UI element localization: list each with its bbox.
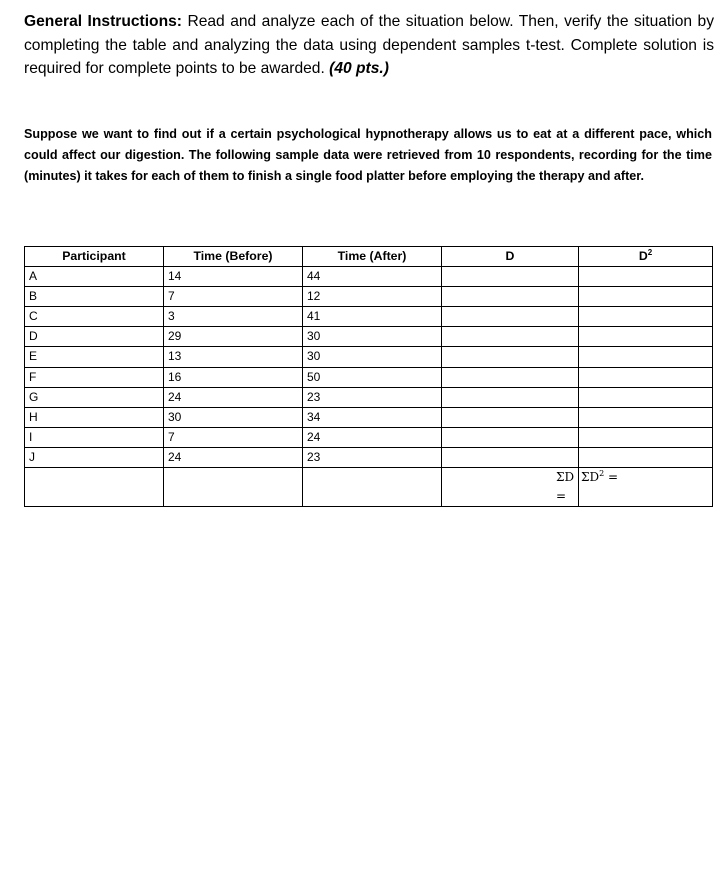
participant-cell: I bbox=[25, 427, 164, 447]
header-time-before: Time (Before) bbox=[164, 247, 303, 267]
sum-d-squared-cell[interactable] bbox=[579, 468, 713, 507]
time-before-cell: 7 bbox=[164, 287, 303, 307]
instructions-body: Read and analyze each of the situation below. Then, verify the situation by completing the table and analyzing the data using dependent samples t-test. Complete solution is required for complete points to be awarded. bbox=[24, 13, 714, 77]
summary-empty-2 bbox=[164, 468, 303, 507]
time-after-cell: 12 bbox=[303, 287, 442, 307]
time-before-cell: 14 bbox=[164, 267, 303, 287]
time-after-cell: 23 bbox=[303, 387, 442, 407]
d-squared-cell[interactable] bbox=[579, 367, 713, 387]
d-squared-cell[interactable] bbox=[579, 267, 713, 287]
sum-d-squared-label: $\Sigma D^2$ = bbox=[581, 469, 619, 485]
table-row bbox=[25, 447, 713, 467]
time-before-cell: 29 bbox=[164, 327, 303, 347]
general-instructions bbox=[24, 10, 714, 81]
time-before-cell: 16 bbox=[164, 367, 303, 387]
participant-cell: D bbox=[25, 327, 164, 347]
sum-d-cell[interactable] bbox=[442, 468, 579, 507]
d-cell[interactable] bbox=[442, 347, 579, 367]
d-squared-cell[interactable] bbox=[579, 307, 713, 327]
time-before-cell: 24 bbox=[164, 387, 303, 407]
d-cell[interactable] bbox=[442, 267, 579, 287]
participant-cell: B bbox=[25, 287, 164, 307]
summary-empty-1 bbox=[25, 468, 164, 507]
participant-cell: A bbox=[25, 267, 164, 287]
participant-cell: J bbox=[25, 447, 164, 467]
participant-cell: F bbox=[25, 367, 164, 387]
d-cell[interactable] bbox=[442, 367, 579, 387]
d-squared-cell[interactable] bbox=[579, 447, 713, 467]
time-after-cell: 30 bbox=[303, 327, 442, 347]
d-squared-cell[interactable] bbox=[579, 427, 713, 447]
d-squared-cell[interactable] bbox=[579, 327, 713, 347]
time-after-cell: 34 bbox=[303, 407, 442, 427]
participant-cell: C bbox=[25, 307, 164, 327]
time-after-cell: 50 bbox=[303, 367, 442, 387]
participant-cell: G bbox=[25, 387, 164, 407]
time-after-cell: 24 bbox=[303, 427, 442, 447]
instructions-points: (40 pts.) bbox=[329, 60, 389, 77]
time-after-cell: 44 bbox=[303, 267, 442, 287]
table-row bbox=[25, 387, 713, 407]
summary-row bbox=[25, 468, 713, 507]
table-row bbox=[25, 427, 713, 447]
time-after-cell: 30 bbox=[303, 347, 442, 367]
time-after-cell: 23 bbox=[303, 447, 442, 467]
header-d: D bbox=[442, 247, 579, 267]
time-before-cell: 30 bbox=[164, 407, 303, 427]
header-time-after: Time (After) bbox=[303, 247, 442, 267]
table-row bbox=[25, 407, 713, 427]
table-row bbox=[25, 287, 713, 307]
d-squared-cell[interactable] bbox=[579, 287, 713, 307]
header-d-squared: $D^2$ bbox=[579, 247, 713, 267]
d-cell[interactable] bbox=[442, 327, 579, 347]
time-before-cell: 24 bbox=[164, 447, 303, 467]
d-cell[interactable] bbox=[442, 307, 579, 327]
table-row bbox=[25, 307, 713, 327]
table-row bbox=[25, 267, 713, 287]
d-cell[interactable] bbox=[442, 427, 579, 447]
header-participant: Participant bbox=[25, 247, 164, 267]
participant-cell: H bbox=[25, 407, 164, 427]
table-row bbox=[25, 347, 713, 367]
problem-statement: Suppose we want to find out if a certain psychological hypnotherapy allows us to eat at a different pace, which could affect our digestion. The following sample data were retrieved from 10 respondents, recording for the time (minutes) it takes for each of them to finish a single food platter before employing the therapy and after. bbox=[24, 127, 712, 183]
table-header-row bbox=[25, 247, 713, 267]
sum-d-label: ΣD = bbox=[556, 470, 575, 504]
summary-empty-3 bbox=[303, 468, 442, 507]
d-cell[interactable] bbox=[442, 387, 579, 407]
d-cell[interactable] bbox=[442, 407, 579, 427]
d-cell[interactable] bbox=[442, 287, 579, 307]
data-table bbox=[24, 246, 713, 507]
instructions-lead: General Instructions: bbox=[24, 13, 182, 30]
time-before-cell: 3 bbox=[164, 307, 303, 327]
d-squared-cell[interactable] bbox=[579, 407, 713, 427]
time-after-cell: 41 bbox=[303, 307, 442, 327]
table-row bbox=[25, 327, 713, 347]
table-row bbox=[25, 367, 713, 387]
time-before-cell: 13 bbox=[164, 347, 303, 367]
d-squared-cell[interactable] bbox=[579, 387, 713, 407]
d-squared-cell[interactable] bbox=[579, 347, 713, 367]
time-before-cell: 7 bbox=[164, 427, 303, 447]
d-cell[interactable] bbox=[442, 447, 579, 467]
table-body bbox=[25, 267, 713, 468]
participant-cell: E bbox=[25, 347, 164, 367]
